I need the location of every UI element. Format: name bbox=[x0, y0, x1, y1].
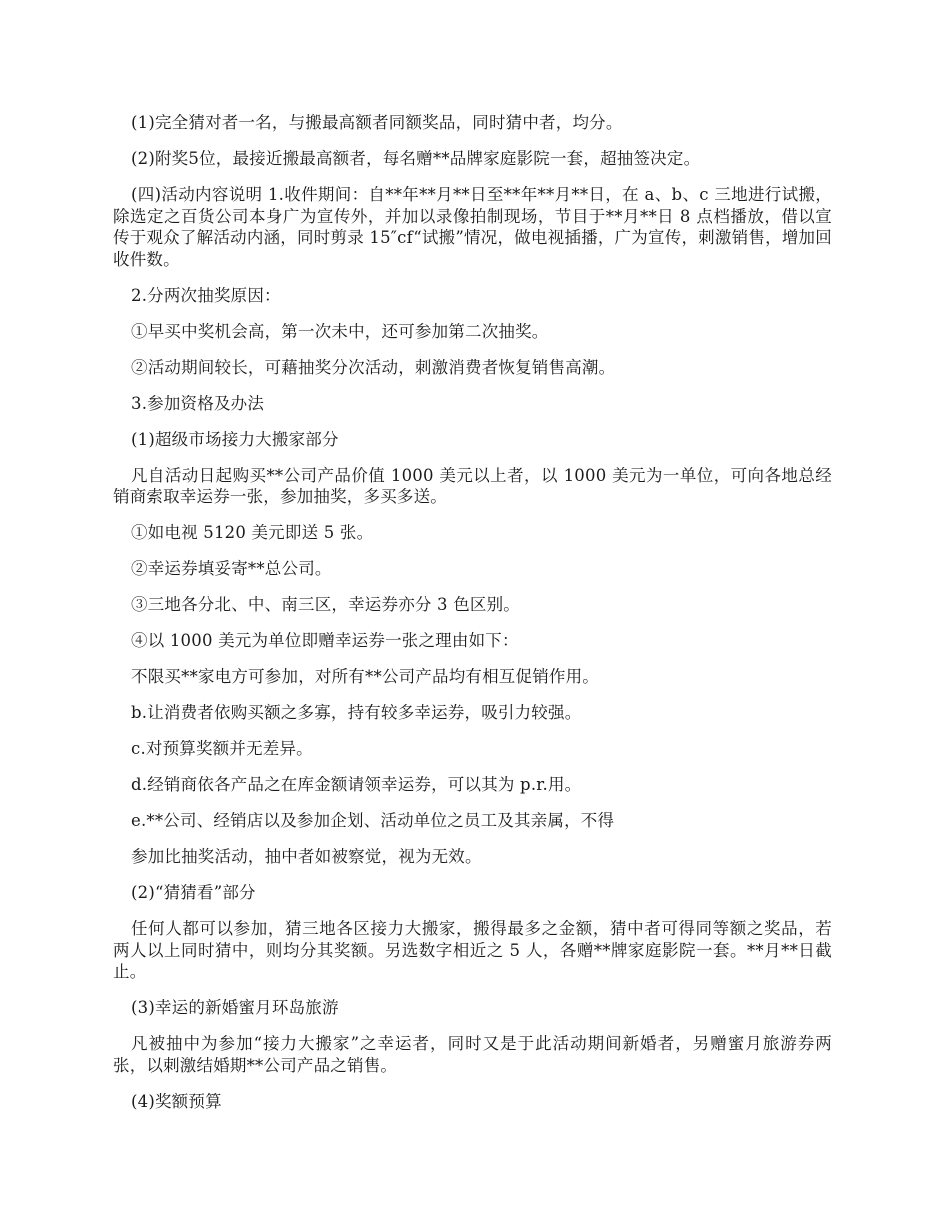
paragraph-1: (1)完全猜对者一名，与搬最高额者同额奖品，同时猜中者，均分。 bbox=[131, 113, 623, 132]
paragraph-13: ④以 1000 美元为单位即赠幸运券一张之理由如下： bbox=[131, 631, 519, 650]
paragraph-19: 参加比抽奖活动，抽中者如被察觉，视为无效。 bbox=[131, 847, 482, 866]
paragraph-24: (4)奖额预算 bbox=[131, 1091, 222, 1111]
paragraph-14: 不限买**家电方可参加，对所有**公司产品均有相互促销作用。 bbox=[131, 667, 599, 686]
paragraph-17: d.经销商依各产品之在库金额请领幸运券，可以其为 p.r.用。 bbox=[131, 775, 582, 794]
paragraph-6: ②活动期间较长，可藉抽奖分次活动，刺激消费者恢复销售高潮。 bbox=[131, 357, 616, 377]
paragraph-16: c.对预算奖额并无差异。 bbox=[131, 739, 313, 758]
paragraph-4: 2.分两次抽奖原因： bbox=[131, 285, 281, 305]
paragraph-23: 凡被抽中为参加“接力大搬家”之幸运者，同时又是于此活动期间新婚者，另赠蜜月旅游券两张，以刺激结婚期**公司产品之销售。 bbox=[113, 1034, 832, 1075]
paragraph-3: (四)活动内容说明 1.收件期间：自**年**月**日至**年**月**日，在 a、b、c 三地进行试搬，除选定之百货公司本身广为宣传外，并加以录像拍制现场，节目于**月**日 8 点档播放，借以宣传于观众了解活动内涵，同时剪录 15″cf“试搬”情况，做电视插播，广为宣传，刺激销售，增加回收件数。 bbox=[113, 185, 832, 269]
paragraph-5: ①早买中奖机会高，第一次未中，还可参加第二次抽奖。 bbox=[131, 321, 549, 341]
paragraph-2: (2)附奖5位，最接近搬最高额者，每名赠**品牌家庭影院一套，超抽签决定。 bbox=[131, 149, 701, 168]
paragraph-9: 凡自活动日起购买**公司产品价值 1000 美元以上者，以 1000 美元为一单位，可向各地总经销商索取幸运券一张，参加抽奖，多买多送。 bbox=[113, 465, 832, 506]
paragraph-20: (2)“猜猜看”部分 bbox=[131, 883, 256, 902]
paragraph-21: 任何人都可以参加，猜三地各区接力大搬家，搬得最多之金额，猜中者可得同等额之奖品，若两人以上同时猜中，则均分其奖额。另选数字相近之 5 人，各赠**牌家庭影院一套。**月**日截止。 bbox=[113, 919, 832, 981]
paragraph-18: e.**公司、经销店以及参加企划、活动单位之员工及其亲属，不得 bbox=[131, 811, 615, 830]
paragraph-12: ③三地各分北、中、南三区，幸运券亦分 3 色区别。 bbox=[131, 595, 520, 614]
paragraph-10: ①如电视 5120 美元即送 5 张。 bbox=[131, 523, 374, 542]
paragraph-8: (1)超级市场接力大搬家部分 bbox=[131, 429, 339, 449]
paragraph-15: b.让消费者依购买额之多寡，持有较多幸运券，吸引力较强。 bbox=[131, 703, 582, 722]
paragraph-7: 3.参加资格及办法 bbox=[131, 393, 265, 413]
paragraph-22: (3)幸运的新婚蜜月环岛旅游 bbox=[131, 998, 339, 1017]
paragraph-11: ②幸运券填妥寄**总公司。 bbox=[131, 559, 332, 578]
